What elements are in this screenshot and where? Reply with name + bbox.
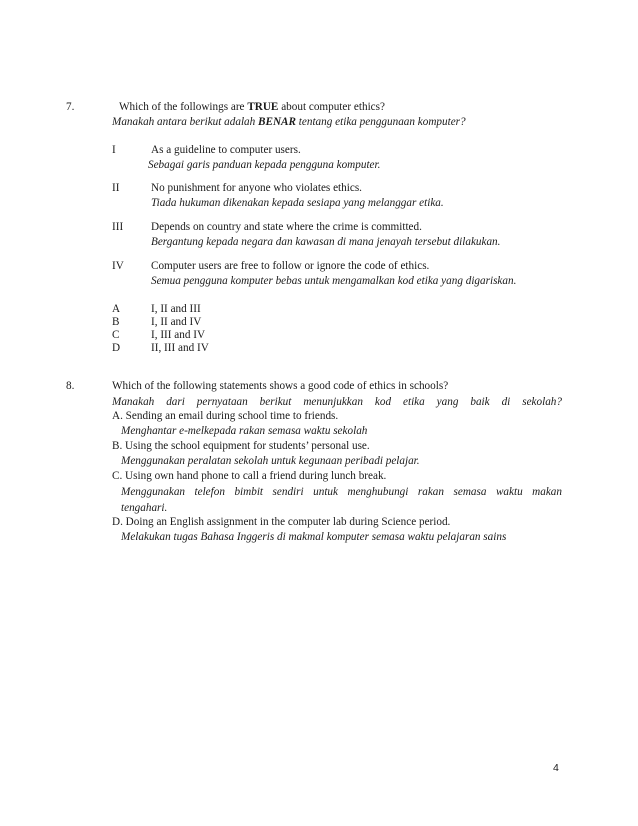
page-number: 4 — [553, 762, 559, 774]
statement-ms: Bergantung kepada negara dan kawasan di mana jenayah tersebut dilakukan. — [151, 236, 501, 248]
option-text: I, II and III — [151, 303, 201, 315]
statement-label: IV — [112, 260, 124, 272]
option-a-en: A. Sending an email during school time to friends. — [112, 410, 339, 422]
statement-ms: Sebagai garis panduan kepada pengguna komputer. — [148, 159, 381, 171]
option-d-ms: Melakukan tugas Bahasa Inggeris di makmal komputer semasa waktu pelajaran sains — [121, 531, 507, 543]
question-stem-en: Which of the following statements shows a good code of ethics in schools? — [112, 380, 449, 392]
statement-ms: Semua pengguna komputer bebas untuk mengamalkan kod etika yang digariskan. — [151, 275, 517, 287]
stem-emphasis: BENAR — [258, 116, 296, 128]
option-letter: D — [112, 342, 121, 354]
statement-label: II — [112, 182, 120, 194]
option-text: I, II and IV — [151, 316, 202, 328]
option-b-ms: Menggunakan peralatan sekolah untuk kegunaan peribadi pelajar. — [121, 455, 420, 467]
stem-text: Which of the followings are — [119, 101, 248, 113]
question-number: 8. — [66, 380, 75, 392]
option-text: II, III and IV — [151, 342, 209, 354]
option-letter: B — [112, 316, 120, 328]
stem-emphasis: TRUE — [247, 101, 279, 113]
statement-label: III — [112, 221, 124, 233]
statement-en: Computer users are free to follow or ignore the code of ethics. — [151, 260, 430, 272]
option-text: I, III and IV — [151, 329, 206, 341]
statement-ms: Tiada hukuman dikenakan kepada sesiapa yang melanggar etika. — [151, 197, 444, 209]
stem-text: about computer ethics? — [278, 101, 385, 113]
statement-en: Depends on country and state where the crime is committed. — [151, 221, 422, 233]
option-a-ms: Menghantar e-melkepada rakan semasa waktu sekolah — [121, 425, 368, 437]
option-c-en: C. Using own hand phone to call a friend during lunch break. — [112, 470, 387, 482]
question-stem-ms — [112, 116, 466, 128]
option-c-ms-continued: tengahari. — [121, 502, 168, 514]
option-c-ms: Menggunakan telefon bimbit sendiri untuk menghubungi rakan semasa waktu makan — [121, 486, 562, 498]
stem-text: Manakah antara berikut adalah — [112, 116, 259, 128]
question-stem-ms: Manakah dari pernyataan berikut menunjukkan kod etika yang baik di sekolah? — [112, 396, 562, 408]
option-letter: C — [112, 329, 120, 341]
statement-label: I — [112, 144, 116, 156]
option-d-en: D. Doing an English assignment in the computer lab during Science period. — [112, 516, 451, 528]
question-stem-en — [119, 101, 385, 113]
statement-en: No punishment for anyone who violates ethics. — [151, 182, 362, 194]
question-number: 7. — [66, 101, 75, 113]
stem-text: tentang etika penggunaan komputer? — [295, 116, 466, 128]
option-letter: A — [112, 303, 121, 315]
statement-en: As a guideline to computer users. — [151, 144, 301, 156]
option-b-en: B. Using the school equipment for students’ personal use. — [112, 440, 370, 452]
